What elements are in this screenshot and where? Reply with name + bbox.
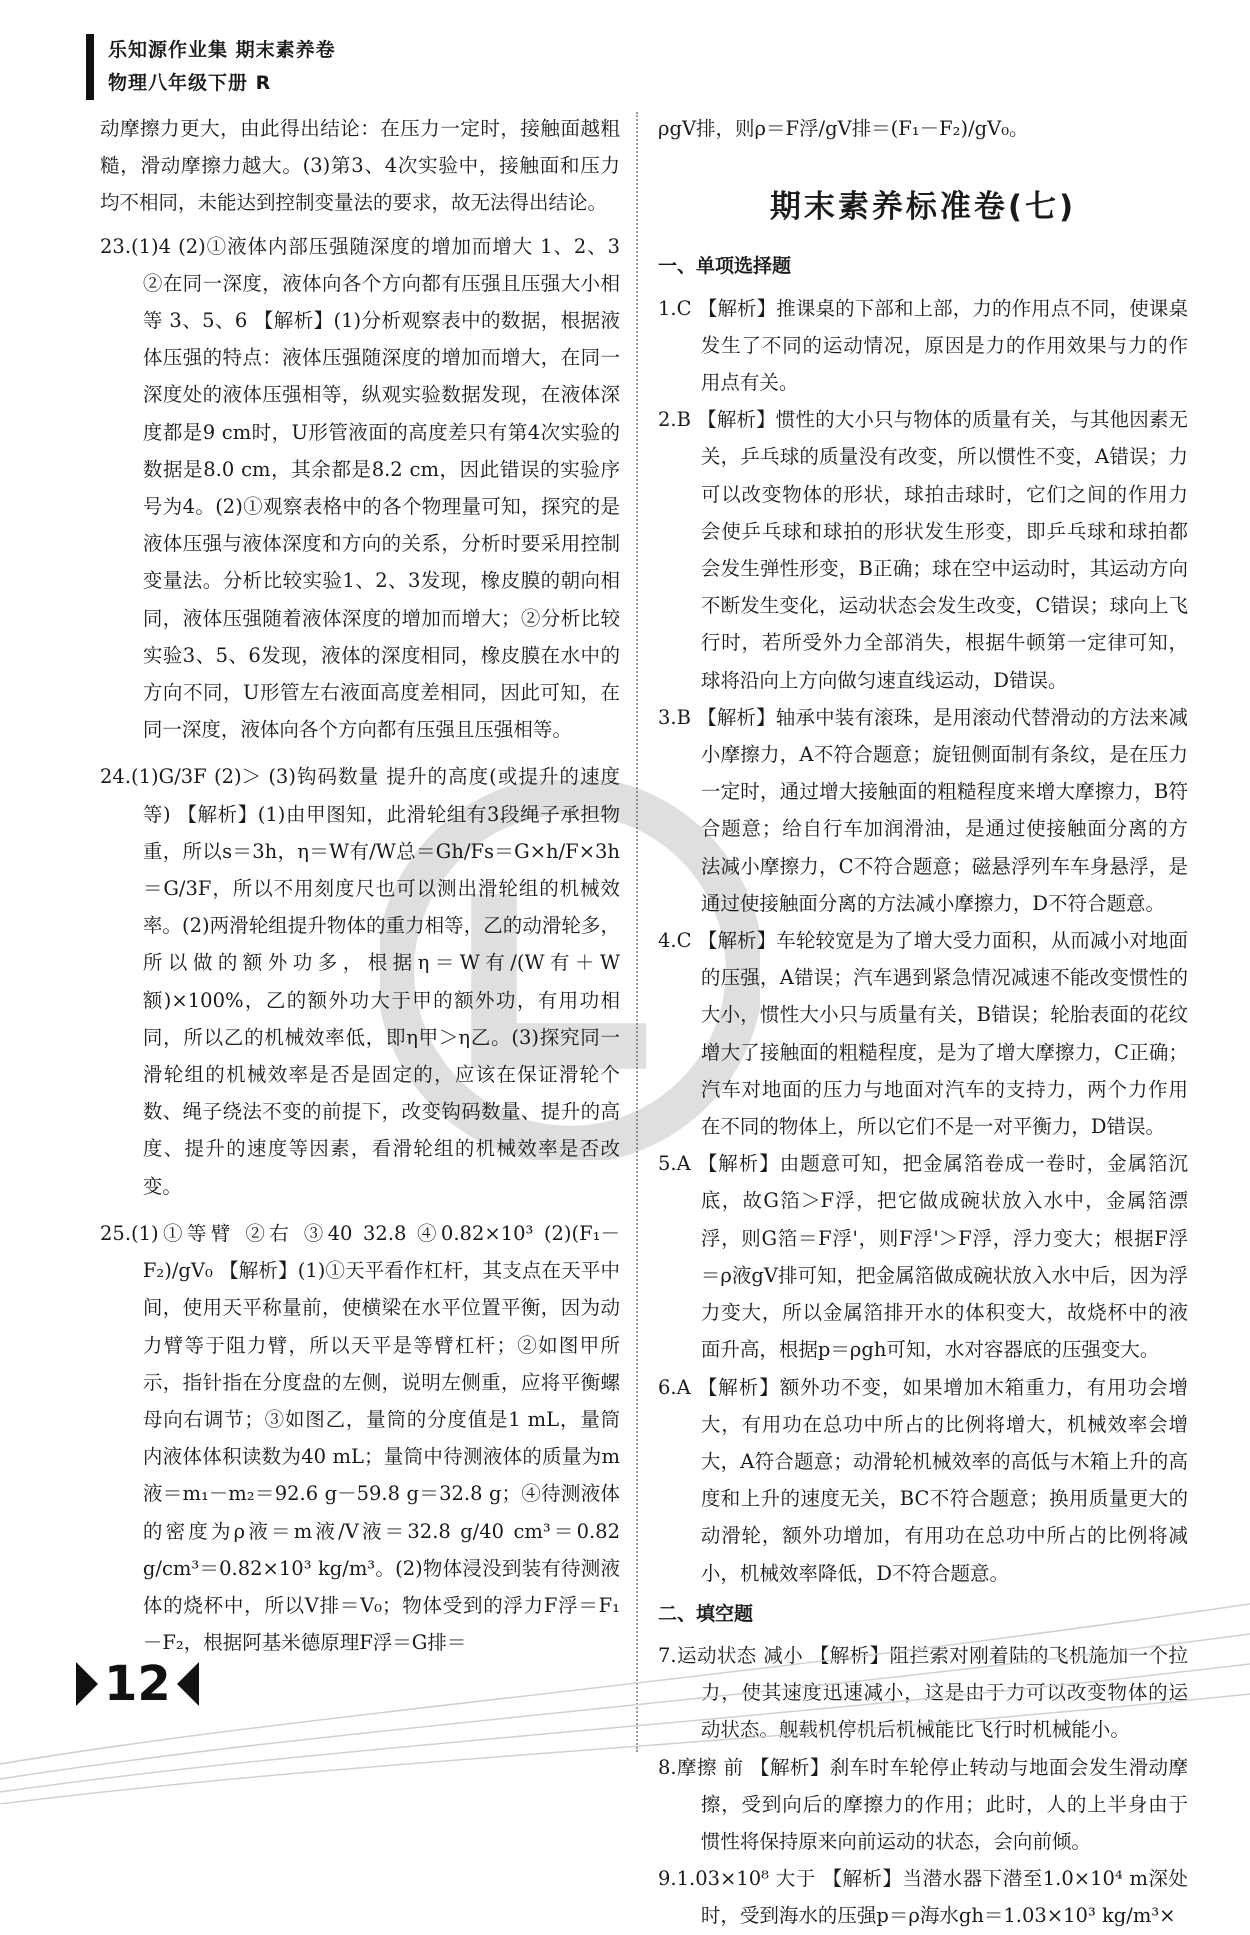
section-single-choice: 一、单项选择题 bbox=[658, 255, 792, 278]
section-fill-blank: 二、填空题 bbox=[658, 1602, 754, 1625]
page-number-text: 12 bbox=[104, 1656, 171, 1712]
answer-2: 2.B 【解析】惯性的大小只与物体的质量有关，与其他因素无关，乒乓球的质量没有改变，所以惯性不变，A错误；力可以改变物体的形状，球拍击球时，它们之间的作用力会使乒乓球和球拍的形状发生形变，即乒乓球和球拍都会发生弹性形变，B正确；球在空中运动时，其运动方向不断发生变化，运动状态会发生改变，C错误；球向上飞行时，若所受外力全部消失，根据牛顿第一定律可知，球将沿向上方向做匀速直线运动，D错误。 bbox=[658, 408, 1188, 692]
answer-7: 7.运动状态 减小 【解析】阻拦索对刚着陆的飞机施加一个拉力，使其速度迅速减小，这是由于力可以改变物体的运动状态。舰载机停机后机械能比飞行时机械能小。 bbox=[658, 1643, 1188, 1742]
header-bar bbox=[86, 34, 94, 100]
answer-5: 5.A 【解析】由题意可知，把金属箔卷成一卷时，金属箔沉底，故G箔＞F浮，把它做成碗状放入水中，金属箔漂浮，则G箔＝F浮'，则F浮'＞F浮，浮力变大；根据F浮＝ρ液gV排可知，把金属箔做成碗状放入水中后，因为浮力变大，所以金属箔排开水的体积变大，故烧杯中的液面升高，根据p＝ρgh可知，水对容器底的压强变大。 bbox=[658, 1152, 1188, 1362]
answer-25-tail: ρgV排，则ρ＝F浮/gV排＝(F₁－F₂)/gV₀。 bbox=[658, 117, 1029, 140]
answer-23: 23.(1)4 (2)①液体内部压强随深度的增加而增大 1、2、3 ②在同一深度，液体向各个方向都有压强且压强大小相等 3、5、6 【解析】(1)分析观察表中的数据，根据液体压强的特点：液体压强随深度的增加而增大，在同一深度处的液体压强相等，纵观实验数据发现，在液体深度都是9 cm时，U形管液面的高度差只有第4次实验的数据是8.0 cm，其余都是8.2 cm，因此错误的实验序号为4。(2)①观察表格中的各个物理量可知，探究的是液体压强与液体深度和方向的关系，分析时要采用控制变量法。分析比较实验1、2、3发现，橡皮膜的朝向相同，液体压强随着液体深度的增加而增大；②分析比较实验3、5、6发现，液体的深度相同，橡皮膜在水中的方向不同，U形管左右液面高度差相同，因此可知，在同一深度，液体向各个方向都有压强且压强相等。 bbox=[100, 234, 620, 742]
triangle-left-icon bbox=[177, 1662, 199, 1706]
series-title: 乐知源作业集 期末素养卷 bbox=[108, 39, 336, 61]
triangle-right-icon bbox=[76, 1662, 98, 1706]
answer-8: 8.摩擦 前 【解析】刹车时车轮停止转动与地面会发生滑动摩擦，受到向后的摩擦力的作用；此时，人的上半身由于惯性将保持原来向前运动的状态，会向前倾。 bbox=[658, 1755, 1188, 1853]
answer-6: 6.A 【解析】额外功不变，如果增加木箱重力，有用功会增大，有用功在总功中所占的比例将增大，机械效率会增大，A符合题意；动滑轮机械效率的高低与木箱上升的高度和上升的速度无关，BC不符合题意；换用质量更大的动滑轮，额外功增加，有用功在总功中所占的比例将减小，机械效率降低，D不符合题意。 bbox=[658, 1375, 1188, 1585]
page-number bbox=[76, 1656, 199, 1712]
page-header bbox=[86, 34, 336, 100]
book-title: 物理八年级下册 R bbox=[108, 72, 272, 94]
exam-title: 期末素养标准卷(七) bbox=[769, 189, 1077, 226]
prev-answer-tail: 动摩擦力更大，由此得出结论：在压力一定时，接触面越粗糙，滑动摩擦力越大。(3)第3、4次实验中，接触面和压力均不相同，未能达到控制变量法的要求，故无法得出结论。 bbox=[100, 117, 620, 215]
answer-3: 3.B 【解析】轴承中装有滚珠，是用滚动代替滑动的方法来减小摩擦力，A不符合题意；旋钮侧面制有条纹，是在压力一定时，通过增大接触面的粗糙程度来增大摩擦力，B符合题意；给自行车加润滑油，是通过使接触面分离的方法减小摩擦力，C不符合题意；磁悬浮列车车身悬浮，是通过使接触面分离的方法减小摩擦力，D不符合题意。 bbox=[658, 705, 1188, 915]
answer-24: 24.(1)G/3F (2)＞ (3)钩码数量 提升的高度(或提升的速度等) 【解析】(1)由甲图知，此滑轮组有3段绳子承担物重，所以s＝3h，η＝W有/W总＝Gh/Fs＝G×h/F×3h＝G/3F，所以不用刻度尺也可以测出滑轮组的机械效率。(2)两滑轮组提升物体的重力相等，乙的动滑轮多，所以做的额外功多，根据η＝W有/(W有＋W额)×100%，乙的额外功大于甲的额外功，有用功相同，所以乙的机械效率低，即η甲＞η乙。(3)探究同一滑轮组的机械效率是否是固定的，应该在保证滑轮个数、绳子绕法不变的前提下，改变钩码数量、提升的高度、提升的速度等因素，看滑轮组的机械效率是否改变。 bbox=[100, 765, 620, 1198]
answer-1: 1.C 【解析】推课桌的下部和上部，力的作用点不同，使课桌发生了不同的运动情况，原因是力的作用效果与力的作用点有关。 bbox=[658, 296, 1188, 395]
left-column bbox=[100, 110, 620, 1661]
answer-9: 9.1.03×10⁸ 大于 【解析】当潜水器下潜至1.0×10⁴ m深处时，受到海水的压强p＝ρ海水gh＝1.03×10³ kg/m³× bbox=[658, 1867, 1188, 1928]
answer-25: 25.(1)①等臂 ②右 ③40 32.8 ④0.82×10³ (2)(F₁－F₂)/gV₀ 【解析】(1)①天平看作杠杆，其支点在天平中间，使用天平称量前，使横梁在水平位置平衡，因为动力臂等于阻力臂，所以天平是等臂杠杆；②如图甲所示，指针指在分度盘的左侧，说明左侧重，应将平衡螺母向右调节；③如图乙，量筒的分度值是1 mL，量筒内液体体积读数为40 mL；量筒中待测液体的质量为m液＝m₁－m₂＝92.6 g－59.8 g＝32.8 g；④待测液体的密度为ρ液＝m液/V液＝32.8 g/40 cm³＝0.82 g/cm³＝0.82×10³ kg/m³。(2)物体浸没到装有待测液体的烧杯中，所以V排＝V₀；物体受到的浮力F浮＝F₁－F₂，根据阿基米德原理F浮＝G排＝ bbox=[100, 1221, 620, 1655]
answer-4: 4.C 【解析】车轮较宽是为了增大受力面积，从而减小对地面的压强，A错误；汽车遇到紧急情况减速不能改变惯性的大小，惯性大小只与质量有关，B错误；轮胎表面的花纹增大了接触面的粗糙程度，是为了增大摩擦力，C正确；汽车对地面的压力与地面对汽车的支持力，两个力作用在不同的物体上，所以它们不是一对平衡力，D错误。 bbox=[658, 929, 1188, 1139]
